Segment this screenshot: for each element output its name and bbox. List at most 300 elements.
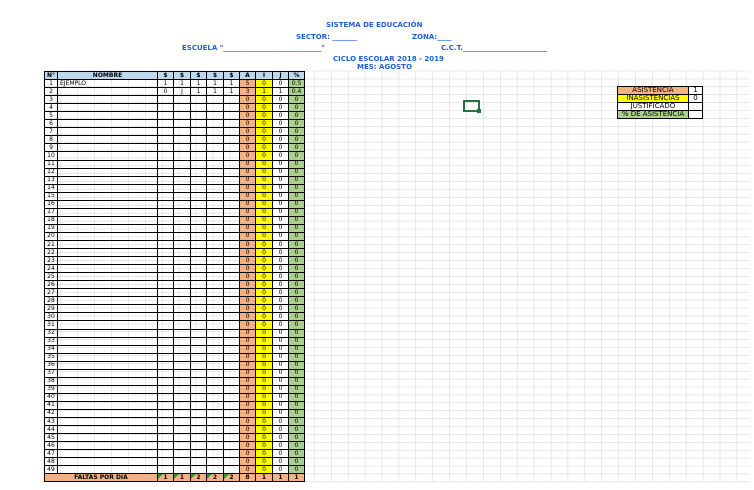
cell-day-4[interactable] — [207, 353, 224, 361]
cell-day-5[interactable] — [224, 345, 240, 353]
cell-student-name[interactable] — [58, 176, 158, 184]
cell-day-2[interactable] — [174, 418, 191, 426]
cell-day-5[interactable] — [224, 321, 240, 329]
cell-day-1[interactable] — [158, 434, 174, 442]
cell-day-5[interactable] — [224, 200, 240, 208]
cell-day-4[interactable] — [207, 184, 224, 192]
cell-day-1[interactable] — [158, 409, 174, 417]
cell-day-2[interactable] — [174, 401, 191, 409]
cct-field[interactable]: C.C.T.________________________ — [441, 44, 547, 52]
cell-student-name[interactable] — [58, 112, 158, 120]
cell-day-4[interactable] — [207, 200, 224, 208]
cell-day-2[interactable] — [174, 434, 191, 442]
cell-day-1[interactable] — [158, 361, 174, 369]
cell-day-4[interactable] — [207, 192, 224, 200]
cell-day-4[interactable] — [207, 152, 224, 160]
cell-day-4[interactable] — [207, 337, 224, 345]
cell-day-2[interactable] — [174, 208, 191, 216]
cell-day-5[interactable] — [224, 353, 240, 361]
cell-day-2[interactable] — [174, 265, 191, 273]
cell-day-2[interactable] — [174, 305, 191, 313]
cell-day-1[interactable] — [158, 176, 174, 184]
cell-day-1[interactable] — [158, 426, 174, 434]
cell-day-5[interactable] — [224, 120, 240, 128]
cell-day-5[interactable]: 1 — [224, 80, 240, 88]
cell-student-name[interactable] — [58, 345, 158, 353]
cell-day-4[interactable] — [207, 112, 224, 120]
cell-day-1[interactable] — [158, 208, 174, 216]
faltas-total-3: 2 — [191, 474, 207, 482]
cell-day-1[interactable] — [158, 96, 174, 104]
cell-day-4[interactable] — [207, 401, 224, 409]
cell-day-4[interactable] — [207, 321, 224, 329]
cell-day-1[interactable] — [158, 393, 174, 401]
cell-day-5[interactable] — [224, 377, 240, 385]
cell-student-name[interactable] — [58, 450, 158, 458]
cell-day-4[interactable] — [207, 208, 224, 216]
cell-student-name[interactable] — [58, 434, 158, 442]
cell-day-1[interactable] — [158, 144, 174, 152]
cell-day-5[interactable] — [224, 112, 240, 120]
cell-day-5[interactable] — [224, 385, 240, 393]
cell-day-2[interactable] — [174, 232, 191, 240]
cell-day-1[interactable] — [158, 160, 174, 168]
cell-day-5[interactable] — [224, 208, 240, 216]
cell-day-3[interactable] — [191, 240, 207, 248]
cell-day-5[interactable] — [224, 297, 240, 305]
cell-day-3[interactable] — [191, 192, 207, 200]
cell-day-2[interactable]: J — [174, 88, 191, 96]
cell-day-3[interactable] — [191, 297, 207, 305]
cell-day-1[interactable] — [158, 224, 174, 232]
cell-day-1[interactable] — [158, 313, 174, 321]
cell-student-name[interactable] — [58, 289, 158, 297]
cell-day-4[interactable] — [207, 144, 224, 152]
cell-day-4[interactable] — [207, 313, 224, 321]
cell-student-name[interactable] — [58, 184, 158, 192]
cell-day-1[interactable] — [158, 289, 174, 297]
cell-day-3[interactable] — [191, 313, 207, 321]
cell-day-4[interactable] — [207, 345, 224, 353]
cell-day-3[interactable] — [191, 152, 207, 160]
cell-day-5[interactable] — [224, 249, 240, 257]
cell-student-name[interactable] — [58, 393, 158, 401]
cell-day-4[interactable] — [207, 305, 224, 313]
cell-day-3[interactable] — [191, 401, 207, 409]
cell-day-3[interactable] — [191, 208, 207, 216]
cell-day-5[interactable] — [224, 128, 240, 136]
cell-student-name[interactable] — [58, 409, 158, 417]
cell-day-1[interactable] — [158, 120, 174, 128]
cell-day-5[interactable] — [224, 337, 240, 345]
cell-student-name[interactable]: EJEMPLO — [58, 80, 158, 88]
cell-day-5[interactable] — [224, 265, 240, 273]
cell-day-1[interactable] — [158, 104, 174, 112]
cell-day-4[interactable] — [207, 458, 224, 466]
cell-day-1[interactable] — [158, 442, 174, 450]
cell-day-2[interactable] — [174, 152, 191, 160]
cell-student-name[interactable] — [58, 418, 158, 426]
cell-day-4[interactable] — [207, 297, 224, 305]
cell-day-5[interactable] — [224, 192, 240, 200]
cell-student-name[interactable] — [58, 160, 158, 168]
cell-day-1[interactable] — [158, 369, 174, 377]
cell-day-1[interactable] — [158, 136, 174, 144]
cell-day-4[interactable] — [207, 265, 224, 273]
cell-day-2[interactable] — [174, 442, 191, 450]
cell-day-2[interactable] — [174, 200, 191, 208]
cell-day-1[interactable] — [158, 466, 174, 474]
cell-day-4[interactable] — [207, 160, 224, 168]
cell-day-1[interactable] — [158, 240, 174, 248]
cell-day-2[interactable] — [174, 361, 191, 369]
cell-day-1[interactable] — [158, 458, 174, 466]
cell-day-5[interactable] — [224, 418, 240, 426]
cell-day-3[interactable] — [191, 337, 207, 345]
cell-student-name[interactable] — [58, 200, 158, 208]
cell-day-3[interactable] — [191, 385, 207, 393]
cell-day-1[interactable] — [158, 232, 174, 240]
cell-day-4[interactable] — [207, 232, 224, 240]
cell-day-2[interactable] — [174, 224, 191, 232]
cell-day-5[interactable] — [224, 313, 240, 321]
cell-day-3[interactable] — [191, 361, 207, 369]
cell-day-3[interactable] — [191, 144, 207, 152]
cell-day-1[interactable]: 0 — [158, 88, 174, 96]
cell-day-5[interactable]: 1 — [224, 88, 240, 96]
cell-student-name[interactable] — [58, 377, 158, 385]
cell-day-1[interactable] — [158, 353, 174, 361]
cell-day-4[interactable] — [207, 426, 224, 434]
cell-day-2[interactable] — [174, 466, 191, 474]
cell-student-name[interactable] — [58, 249, 158, 257]
cell-day-2[interactable] — [174, 249, 191, 257]
cell-day-3[interactable] — [191, 409, 207, 417]
zona-field[interactable]: ZONA:____ — [412, 33, 452, 41]
cell-student-name[interactable] — [58, 208, 158, 216]
cell-day-2[interactable] — [174, 458, 191, 466]
cell-day-4[interactable] — [207, 281, 224, 289]
cell-day-4[interactable] — [207, 442, 224, 450]
cell-day-3[interactable] — [191, 168, 207, 176]
cell-student-name[interactable] — [58, 88, 158, 96]
cell-day-2[interactable] — [174, 353, 191, 361]
cell-student-name[interactable] — [58, 466, 158, 474]
cell-day-1[interactable] — [158, 192, 174, 200]
cell-day-4[interactable] — [207, 273, 224, 281]
cell-day-3[interactable] — [191, 281, 207, 289]
cell-day-2[interactable] — [174, 184, 191, 192]
cell-day-3[interactable] — [191, 289, 207, 297]
sector-field[interactable]: SECTOR: _______ — [296, 33, 357, 41]
cell-student-name[interactable] — [58, 168, 158, 176]
cell-day-2[interactable] — [174, 321, 191, 329]
cell-day-5[interactable] — [224, 144, 240, 152]
cell-day-2[interactable] — [174, 450, 191, 458]
cell-student-name[interactable] — [58, 353, 158, 361]
cell-student-name[interactable] — [58, 120, 158, 128]
cell-student-name[interactable] — [58, 297, 158, 305]
cell-day-3[interactable] — [191, 96, 207, 104]
cell-day-2[interactable] — [174, 136, 191, 144]
cell-day-3[interactable] — [191, 112, 207, 120]
cell-day-5[interactable] — [224, 96, 240, 104]
cell-student-name[interactable] — [58, 361, 158, 369]
cell-day-2[interactable] — [174, 377, 191, 385]
cell-day-3[interactable] — [191, 104, 207, 112]
cell-day-3[interactable] — [191, 442, 207, 450]
cell-day-2[interactable] — [174, 273, 191, 281]
cell-day-1[interactable] — [158, 305, 174, 313]
cell-day-3[interactable]: 1 — [191, 80, 207, 88]
cell-day-4[interactable] — [207, 393, 224, 401]
cell-student-name[interactable] — [58, 281, 158, 289]
cell-student-name[interactable] — [58, 192, 158, 200]
cell-day-1[interactable] — [158, 152, 174, 160]
cell-student-name[interactable] — [58, 401, 158, 409]
cell-day-4[interactable] — [207, 128, 224, 136]
cell-day-2[interactable] — [174, 313, 191, 321]
cell-student-name[interactable] — [58, 232, 158, 240]
cell-day-4[interactable]: 1 — [207, 80, 224, 88]
cell-day-5[interactable] — [224, 305, 240, 313]
cell-day-1[interactable] — [158, 321, 174, 329]
cell-day-3[interactable] — [191, 257, 207, 265]
cell-day-3[interactable] — [191, 329, 207, 337]
cell-day-1[interactable]: 1 — [158, 80, 174, 88]
cell-day-5[interactable] — [224, 176, 240, 184]
cell-day-3[interactable] — [191, 426, 207, 434]
cell-day-1[interactable] — [158, 273, 174, 281]
cell-day-1[interactable] — [158, 184, 174, 192]
cell-day-2[interactable] — [174, 289, 191, 297]
cell-student-name[interactable] — [58, 240, 158, 248]
cell-day-3[interactable] — [191, 216, 207, 224]
cell-day-5[interactable] — [224, 257, 240, 265]
cell-day-5[interactable] — [224, 426, 240, 434]
cell-day-3[interactable] — [191, 265, 207, 273]
cell-student-name[interactable] — [58, 257, 158, 265]
cell-day-4[interactable] — [207, 450, 224, 458]
cell-day-3[interactable] — [191, 458, 207, 466]
cell-day-2[interactable] — [174, 281, 191, 289]
cell-student-name[interactable] — [58, 104, 158, 112]
cell-day-5[interactable] — [224, 168, 240, 176]
cell-day-5[interactable] — [224, 409, 240, 417]
cell-day-4[interactable] — [207, 289, 224, 297]
cell-day-4[interactable] — [207, 257, 224, 265]
cell-day-3[interactable] — [191, 466, 207, 474]
cell-day-5[interactable] — [224, 104, 240, 112]
cell-day-5[interactable] — [224, 401, 240, 409]
cell-day-1[interactable] — [158, 337, 174, 345]
cell-day-2[interactable] — [174, 216, 191, 224]
cell-student-name[interactable] — [58, 337, 158, 345]
cell-day-1[interactable] — [158, 128, 174, 136]
cell-day-5[interactable] — [224, 273, 240, 281]
cell-day-3[interactable] — [191, 418, 207, 426]
cell-day-4[interactable] — [207, 240, 224, 248]
escuela-field[interactable]: ESCUELA "____________________________" — [182, 44, 326, 52]
cell-day-1[interactable] — [158, 168, 174, 176]
cell-day-5[interactable] — [224, 458, 240, 466]
cell-student-name[interactable] — [58, 321, 158, 329]
cell-day-4[interactable] — [207, 249, 224, 257]
cell-day-5[interactable] — [224, 160, 240, 168]
cell-student-name[interactable] — [58, 426, 158, 434]
cell-student-name[interactable] — [58, 152, 158, 160]
cell-day-5[interactable] — [224, 224, 240, 232]
cell-student-name[interactable] — [58, 369, 158, 377]
cell-student-name[interactable] — [58, 329, 158, 337]
cell-day-2[interactable] — [174, 369, 191, 377]
cell-day-5[interactable] — [224, 369, 240, 377]
cell-student-name[interactable] — [58, 313, 158, 321]
cell-day-3[interactable] — [191, 369, 207, 377]
cell-day-2[interactable] — [174, 120, 191, 128]
cell-day-2[interactable] — [174, 192, 191, 200]
cell-day-3[interactable] — [191, 176, 207, 184]
cell-day-1[interactable] — [158, 265, 174, 273]
cell-day-1[interactable] — [158, 418, 174, 426]
cell-day-5[interactable] — [224, 152, 240, 160]
cell-day-3[interactable] — [191, 232, 207, 240]
cell-day-5[interactable] — [224, 216, 240, 224]
cell-day-4[interactable] — [207, 466, 224, 474]
cell-day-2[interactable] — [174, 176, 191, 184]
cell-day-4[interactable] — [207, 176, 224, 184]
active-cell-selection[interactable] — [463, 100, 480, 112]
cell-day-1[interactable] — [158, 345, 174, 353]
cell-day-2[interactable] — [174, 168, 191, 176]
cell-student-name[interactable] — [58, 128, 158, 136]
cell-day-4[interactable] — [207, 409, 224, 417]
cell-day-5[interactable] — [224, 240, 240, 248]
cell-day-3[interactable] — [191, 200, 207, 208]
cell-day-2[interactable] — [174, 112, 191, 120]
cell-day-1[interactable] — [158, 385, 174, 393]
cell-day-3[interactable] — [191, 434, 207, 442]
cell-day-3[interactable] — [191, 450, 207, 458]
cell-day-3[interactable] — [191, 128, 207, 136]
cell-student-name[interactable] — [58, 458, 158, 466]
cell-day-3[interactable] — [191, 305, 207, 313]
cell-day-2[interactable] — [174, 409, 191, 417]
cell-day-5[interactable] — [224, 184, 240, 192]
cell-day-4[interactable] — [207, 369, 224, 377]
cell-day-5[interactable] — [224, 281, 240, 289]
cell-day-4[interactable] — [207, 224, 224, 232]
cell-day-1[interactable] — [158, 329, 174, 337]
cell-day-5[interactable] — [224, 329, 240, 337]
cell-student-name[interactable] — [58, 216, 158, 224]
cell-day-4[interactable] — [207, 377, 224, 385]
cell-day-5[interactable] — [224, 442, 240, 450]
cell-day-3[interactable] — [191, 321, 207, 329]
cell-day-3[interactable] — [191, 353, 207, 361]
cell-student-name[interactable] — [58, 136, 158, 144]
cell-student-name[interactable] — [58, 442, 158, 450]
cell-day-3[interactable]: 1 — [191, 88, 207, 96]
cell-day-3[interactable] — [191, 184, 207, 192]
cell-day-2[interactable] — [174, 345, 191, 353]
cell-day-5[interactable] — [224, 136, 240, 144]
cell-day-1[interactable] — [158, 377, 174, 385]
cell-day-2[interactable] — [174, 144, 191, 152]
cell-day-2[interactable] — [174, 297, 191, 305]
cell-day-3[interactable] — [191, 273, 207, 281]
cell-day-1[interactable] — [158, 297, 174, 305]
cell-day-4[interactable] — [207, 120, 224, 128]
cell-day-2[interactable] — [174, 104, 191, 112]
cell-day-3[interactable] — [191, 377, 207, 385]
cell-student-name[interactable] — [58, 385, 158, 393]
cell-day-5[interactable] — [224, 466, 240, 474]
cell-day-3[interactable] — [191, 136, 207, 144]
cell-day-3[interactable] — [191, 160, 207, 168]
cell-day-4[interactable] — [207, 96, 224, 104]
cell-student-name[interactable] — [58, 224, 158, 232]
cell-student-name[interactable] — [58, 265, 158, 273]
cell-day-1[interactable] — [158, 216, 174, 224]
cell-day-3[interactable] — [191, 393, 207, 401]
cell-day-4[interactable] — [207, 329, 224, 337]
cell-day-4[interactable]: 1 — [207, 88, 224, 96]
cell-day-3[interactable] — [191, 249, 207, 257]
cell-day-2[interactable] — [174, 160, 191, 168]
cell-day-5[interactable] — [224, 232, 240, 240]
cell-day-4[interactable] — [207, 418, 224, 426]
cell-day-5[interactable] — [224, 393, 240, 401]
cell-day-2[interactable] — [174, 128, 191, 136]
cell-day-2[interactable] — [174, 337, 191, 345]
cell-day-2[interactable]: 1 — [174, 80, 191, 88]
cell-day-3[interactable] — [191, 224, 207, 232]
cell-day-2[interactable] — [174, 96, 191, 104]
cell-day-5[interactable] — [224, 450, 240, 458]
cell-day-4[interactable] — [207, 361, 224, 369]
cell-student-name[interactable] — [58, 144, 158, 152]
cell-day-2[interactable] — [174, 240, 191, 248]
cell-day-4[interactable] — [207, 168, 224, 176]
cell-day-2[interactable] — [174, 257, 191, 265]
cell-day-1[interactable] — [158, 249, 174, 257]
cell-student-name[interactable] — [58, 273, 158, 281]
cell-day-1[interactable] — [158, 257, 174, 265]
cell-day-1[interactable] — [158, 200, 174, 208]
cell-day-5[interactable] — [224, 289, 240, 297]
cell-day-1[interactable] — [158, 401, 174, 409]
cell-student-name[interactable] — [58, 305, 158, 313]
cell-student-name[interactable] — [58, 96, 158, 104]
cell-day-1[interactable] — [158, 112, 174, 120]
cell-day-1[interactable] — [158, 281, 174, 289]
cell-day-3[interactable] — [191, 345, 207, 353]
cell-day-2[interactable] — [174, 329, 191, 337]
cell-day-2[interactable] — [174, 393, 191, 401]
cell-day-4[interactable] — [207, 434, 224, 442]
cell-day-4[interactable] — [207, 136, 224, 144]
cell-day-4[interactable] — [207, 216, 224, 224]
cell-day-4[interactable] — [207, 104, 224, 112]
cell-day-3[interactable] — [191, 120, 207, 128]
cell-day-5[interactable] — [224, 361, 240, 369]
cell-day-4[interactable] — [207, 385, 224, 393]
cell-day-5[interactable] — [224, 434, 240, 442]
cell-day-2[interactable] — [174, 426, 191, 434]
cell-day-2[interactable] — [174, 385, 191, 393]
cell-day-1[interactable] — [158, 450, 174, 458]
